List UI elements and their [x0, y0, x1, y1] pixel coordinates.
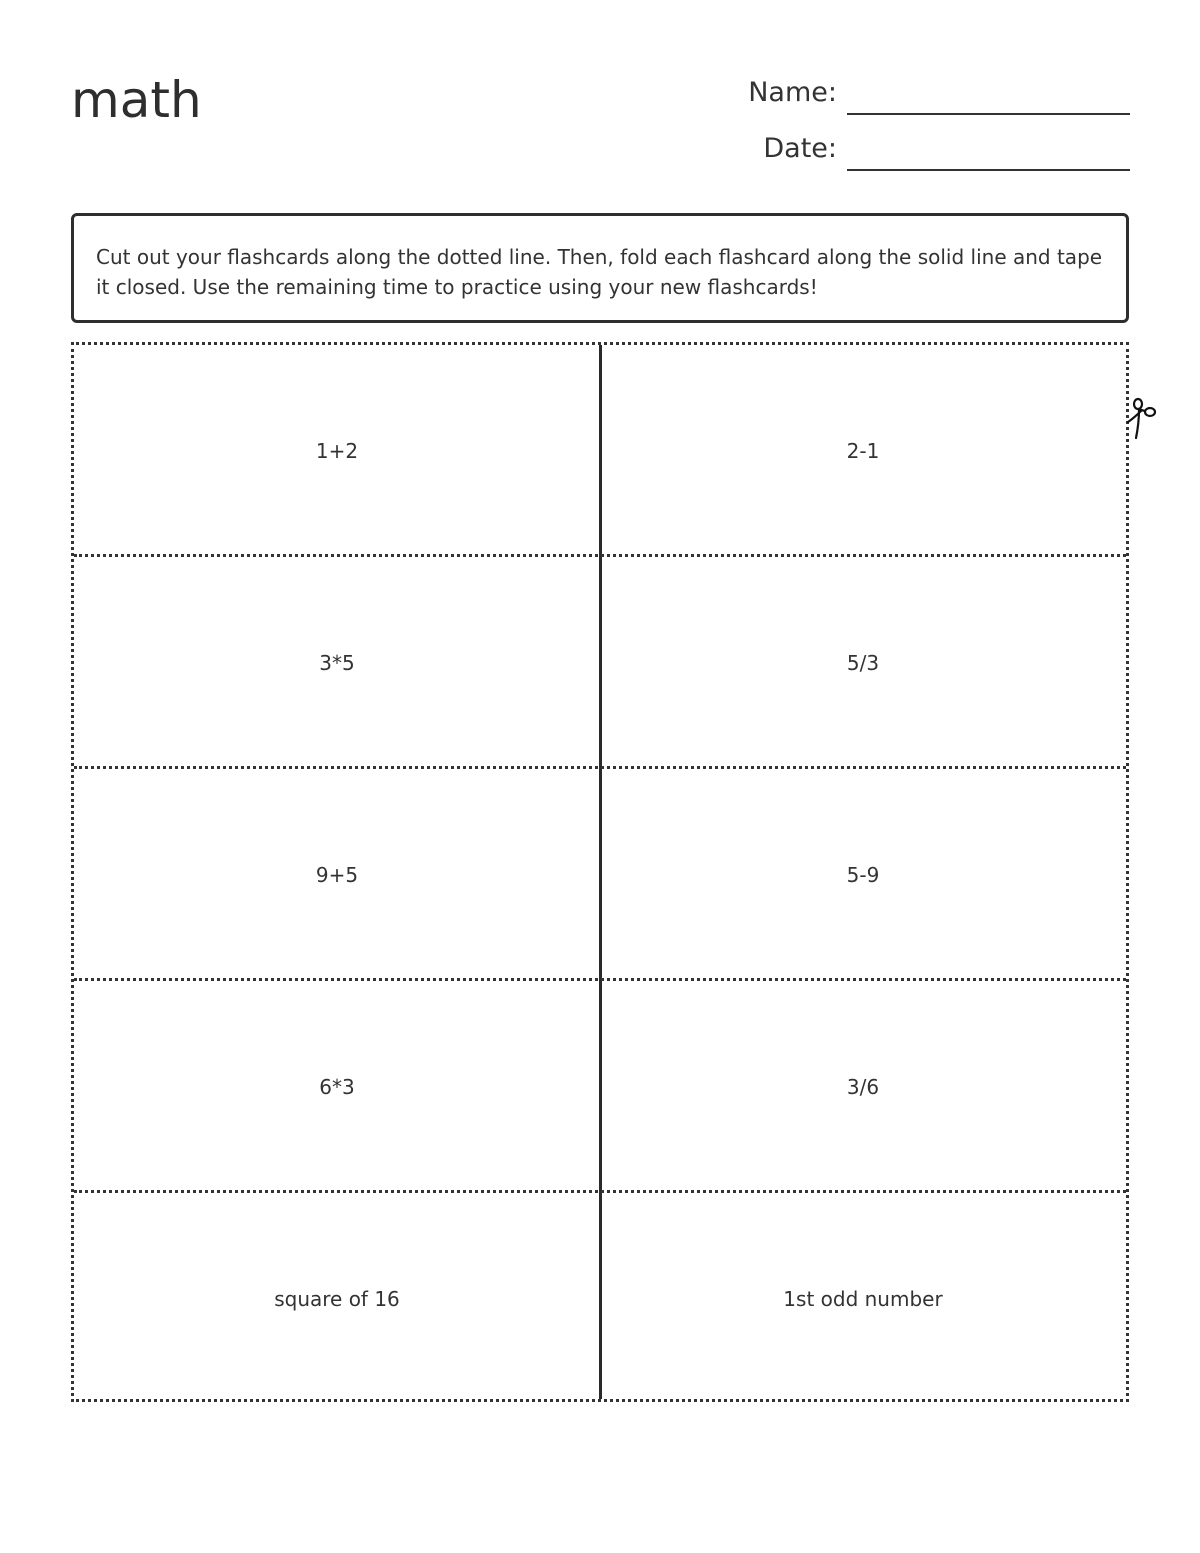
flashcard-back: 1st odd number [783, 1287, 943, 1311]
date-field[interactable] [700, 129, 1130, 169]
date-blank-line[interactable] [847, 169, 1130, 171]
flashcard-back: 3/6 [846, 1075, 880, 1099]
name-label: Name: [748, 77, 837, 108]
flashcard-front: 1+2 [315, 439, 359, 463]
flashcard-row [74, 1190, 1126, 1405]
flashcard-grid [71, 342, 1129, 1402]
worksheet-title: math [71, 71, 202, 129]
flashcard-back: 5-9 [846, 863, 880, 887]
flashcard-front: 9+5 [315, 863, 359, 887]
flashcard-back: 2-1 [846, 439, 880, 463]
flashcard-front: square of 16 [274, 1287, 400, 1311]
flashcard-row [74, 554, 1126, 769]
name-blank-line[interactable] [847, 113, 1130, 115]
name-field[interactable] [700, 73, 1130, 113]
instructions-text: Cut out your flashcards along the dotted line. Then, fold each flashcard along the solid line and tape it closed. Use the remaining time to practice using your new flashcards! [96, 245, 1103, 299]
flashcard-row [74, 345, 1126, 557]
date-label: Date: [763, 133, 837, 164]
flashcard-front: 3*5 [319, 651, 355, 675]
flashcard-row [74, 766, 1126, 981]
instructions-box [71, 213, 1129, 323]
flashcard-row [74, 978, 1126, 1193]
flashcard-back: 5/3 [846, 651, 880, 675]
scissors-icon [1124, 396, 1158, 440]
flashcard-front: 6*3 [319, 1075, 355, 1099]
